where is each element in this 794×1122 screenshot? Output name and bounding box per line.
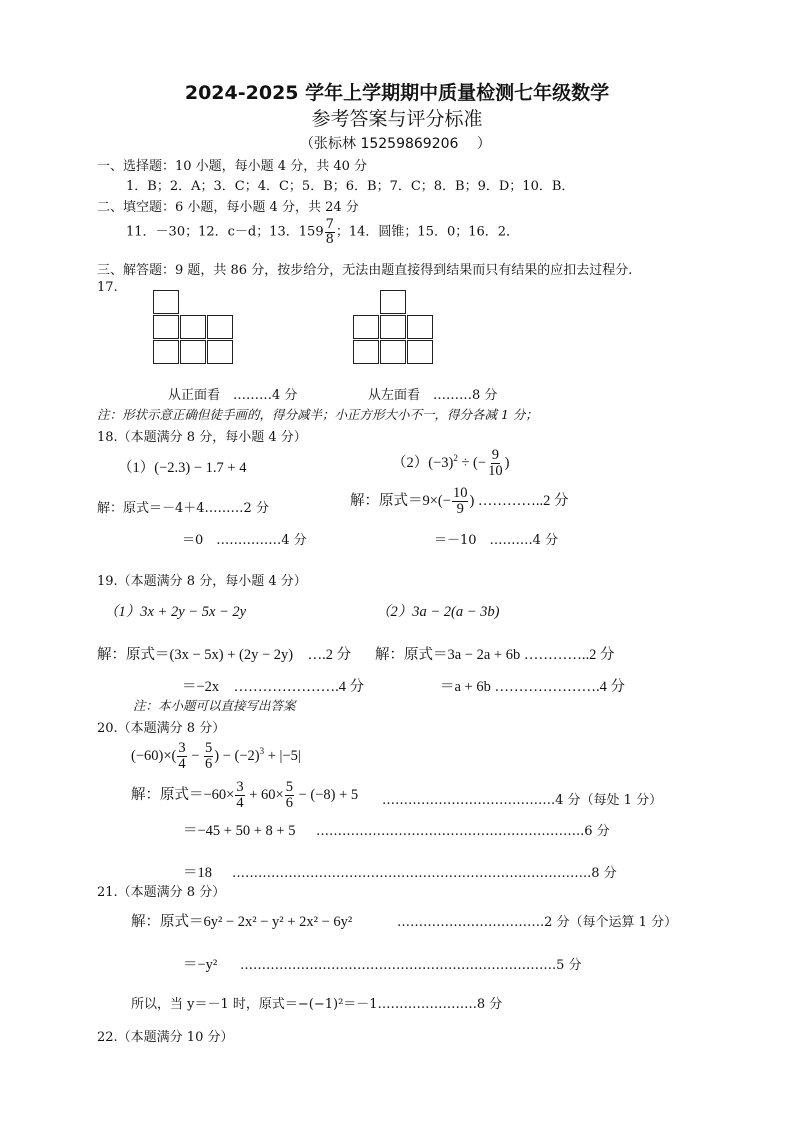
q20-s1-mid: + 60× [245, 787, 284, 804]
q20-s1-post: − (−8) + 5 [294, 787, 359, 804]
q19-problem-2: （2）3a − 2(a − 3b) [376, 604, 500, 620]
q22-heading: 22.（本题满分 10 分） [97, 1030, 234, 1045]
q20-solution-step-3: ＝18 [183, 865, 212, 881]
q19-heading: 19.（本题满分 8 分，每小题 4 分） [97, 574, 307, 589]
q20-step-1-score: ………………………………….4 分（每处 1 分） [382, 793, 663, 808]
square [153, 340, 179, 364]
section-1-answers: 1．B；2．A；3．C；4．C；5．B；6．B；7．C；8．B；9．D；10．B． [126, 179, 575, 194]
fraction-denominator: 9 [456, 501, 464, 518]
section-2-heading: 二、填空题：6 小题，每小题 4 分，共 24 分 [97, 200, 359, 215]
fraction [177, 741, 186, 772]
q20-step-3-score: ………………………………………………………………………..8 分 [232, 866, 617, 881]
q20-step-2-score: ……………………………………………………..6 分 [316, 824, 610, 839]
q20-s1-pre: 解：原式＝−60× [131, 787, 235, 804]
q17-number: 17. [97, 280, 118, 295]
q21-conclusion: 所以，当 y＝－1 时，原式＝−(−1)²＝－1…………………..8 分 [131, 997, 503, 1012]
q20-expr-abs: + |−5| [264, 748, 301, 765]
fill-answers-part2: ；14．圆锥；15．0；16．2． [335, 224, 520, 240]
fraction-numerator: 5 [205, 740, 213, 756]
front-view-figure [153, 290, 235, 370]
square [153, 315, 179, 339]
page-subtitle: 参考答案与评分标准 [311, 108, 483, 130]
square [207, 340, 233, 364]
fraction-numerator: 10 [452, 485, 468, 501]
fraction-numerator: 3 [236, 779, 244, 795]
q18-p2-close: ) [504, 455, 510, 472]
exponent: 2 [453, 453, 458, 464]
square [353, 340, 379, 364]
fraction [487, 448, 504, 479]
q21-solution-step-1: 解：原式＝6y² − 2x² − y² + 2x² − 6y² [131, 914, 353, 930]
q18-solution-2-step-1 [350, 486, 569, 517]
square [407, 315, 433, 339]
fraction-denominator: 4 [236, 795, 244, 812]
fraction-7-8 [325, 218, 335, 246]
fraction-numerator: 3 [178, 740, 186, 756]
q18-p2-mid: ÷ (− [457, 455, 487, 472]
page-title: 2024-2025 学年上学期期中质量检测七年级数学 [184, 82, 610, 104]
q18-problem-2 [392, 448, 509, 479]
q21-step-2-score: ……………………………………………………………….5 分 [240, 958, 582, 973]
q18-problem-1: （1）(−2.3) − 1.7 + 4 [118, 460, 247, 476]
q19-solution-1-step-2: ＝−2x ………………….4 分 [182, 679, 365, 695]
fraction-denominator: 10 [488, 463, 503, 480]
square [207, 315, 233, 339]
q18-solution-2-step-2: ＝－10 ……….4 分 [434, 533, 559, 548]
fraction-numerator: 9 [491, 447, 499, 463]
q20-expr-post: ) − (−2) [214, 748, 260, 765]
section-2-answers [126, 218, 519, 246]
square [380, 290, 406, 314]
q20-solution-step-2: ＝−45 + 50 + 8 + 5 [183, 823, 296, 839]
q18-s2-post: ) …………..2 分 [469, 493, 569, 510]
fraction-numerator: 5 [285, 779, 293, 795]
square [180, 315, 206, 339]
fraction [235, 780, 244, 811]
fill-answers-part1: 11．－30；12．c－d；13．159 [126, 224, 324, 240]
square [153, 290, 179, 314]
author-line: （张标林 15259869206 ） [300, 136, 491, 152]
q19-solution-2-step-2: ＝a + 6b ………………….4 分 [440, 679, 625, 695]
fraction-denominator: 4 [178, 756, 186, 773]
fraction [204, 741, 213, 772]
q20-expression [131, 741, 301, 772]
square [353, 315, 379, 339]
section-3-heading: 三、解答题：9 题，共 86 分，按步给分，无法由题直接得到结果而只有结果的应扣去过程分. [97, 263, 633, 278]
q20-expr-mid: − [187, 748, 204, 765]
q19-note: 注：本小题可以直接写出答案 [133, 698, 296, 713]
fraction-denominator: 6 [205, 756, 213, 773]
fraction-denominator: 6 [285, 795, 293, 812]
fraction-denominator: 8 [325, 231, 334, 247]
q20-heading: 20.（本题满分 8 分） [97, 721, 226, 736]
q18-s2-pre: 解：原式＝9×(− [350, 493, 451, 510]
q18-solution-1-step-1: 解：原式＝－4＋4………2 分 [97, 501, 269, 516]
front-view-label: 从正面看 ………4 分 [168, 388, 298, 403]
left-view-figure [353, 290, 435, 370]
fraction [285, 780, 294, 811]
fraction [452, 486, 469, 517]
q18-solution-1-step-2: ＝0 ……………4 分 [182, 533, 307, 548]
left-view-label: 从左面看 ………8 分 [368, 388, 498, 403]
section-1-heading: 一、选择题：10 小题，每小题 4 分，共 40 分 [97, 159, 368, 174]
q19-problem-1: （1）3x + 2y − 5x − 2y [104, 604, 247, 620]
q20-solution-step-1 [131, 780, 358, 811]
q21-solution-step-2: ＝−y² [183, 957, 218, 973]
fraction-numerator: 7 [325, 217, 334, 232]
square [380, 315, 406, 339]
square [380, 340, 406, 364]
q21-step-1-score: …………………………….2 分（每个运算 1 分） [397, 915, 678, 930]
q18-heading: 18.（本题满分 8 分，每小题 4 分） [97, 430, 307, 445]
q19-solution-2-step-1: 解：原式＝3a − 2a + 6b …………..2 分 [375, 647, 615, 663]
q21-heading: 21.（本题满分 8 分） [97, 885, 226, 900]
q18-p2-base: （2）(−3) [392, 455, 454, 472]
exponent: 3 [259, 746, 265, 757]
square [407, 340, 433, 364]
square [180, 340, 206, 364]
q19-solution-1-step-1: 解：原式＝(3x − 5x) + (2y − 2y) ….2 分 [97, 647, 352, 663]
q17-note: 注：形状示意正确但徒手画的，得分减半；小正方形大小不一，得分各减 1 分； [97, 407, 538, 422]
q20-expr-pre: (−60)×( [131, 748, 177, 765]
